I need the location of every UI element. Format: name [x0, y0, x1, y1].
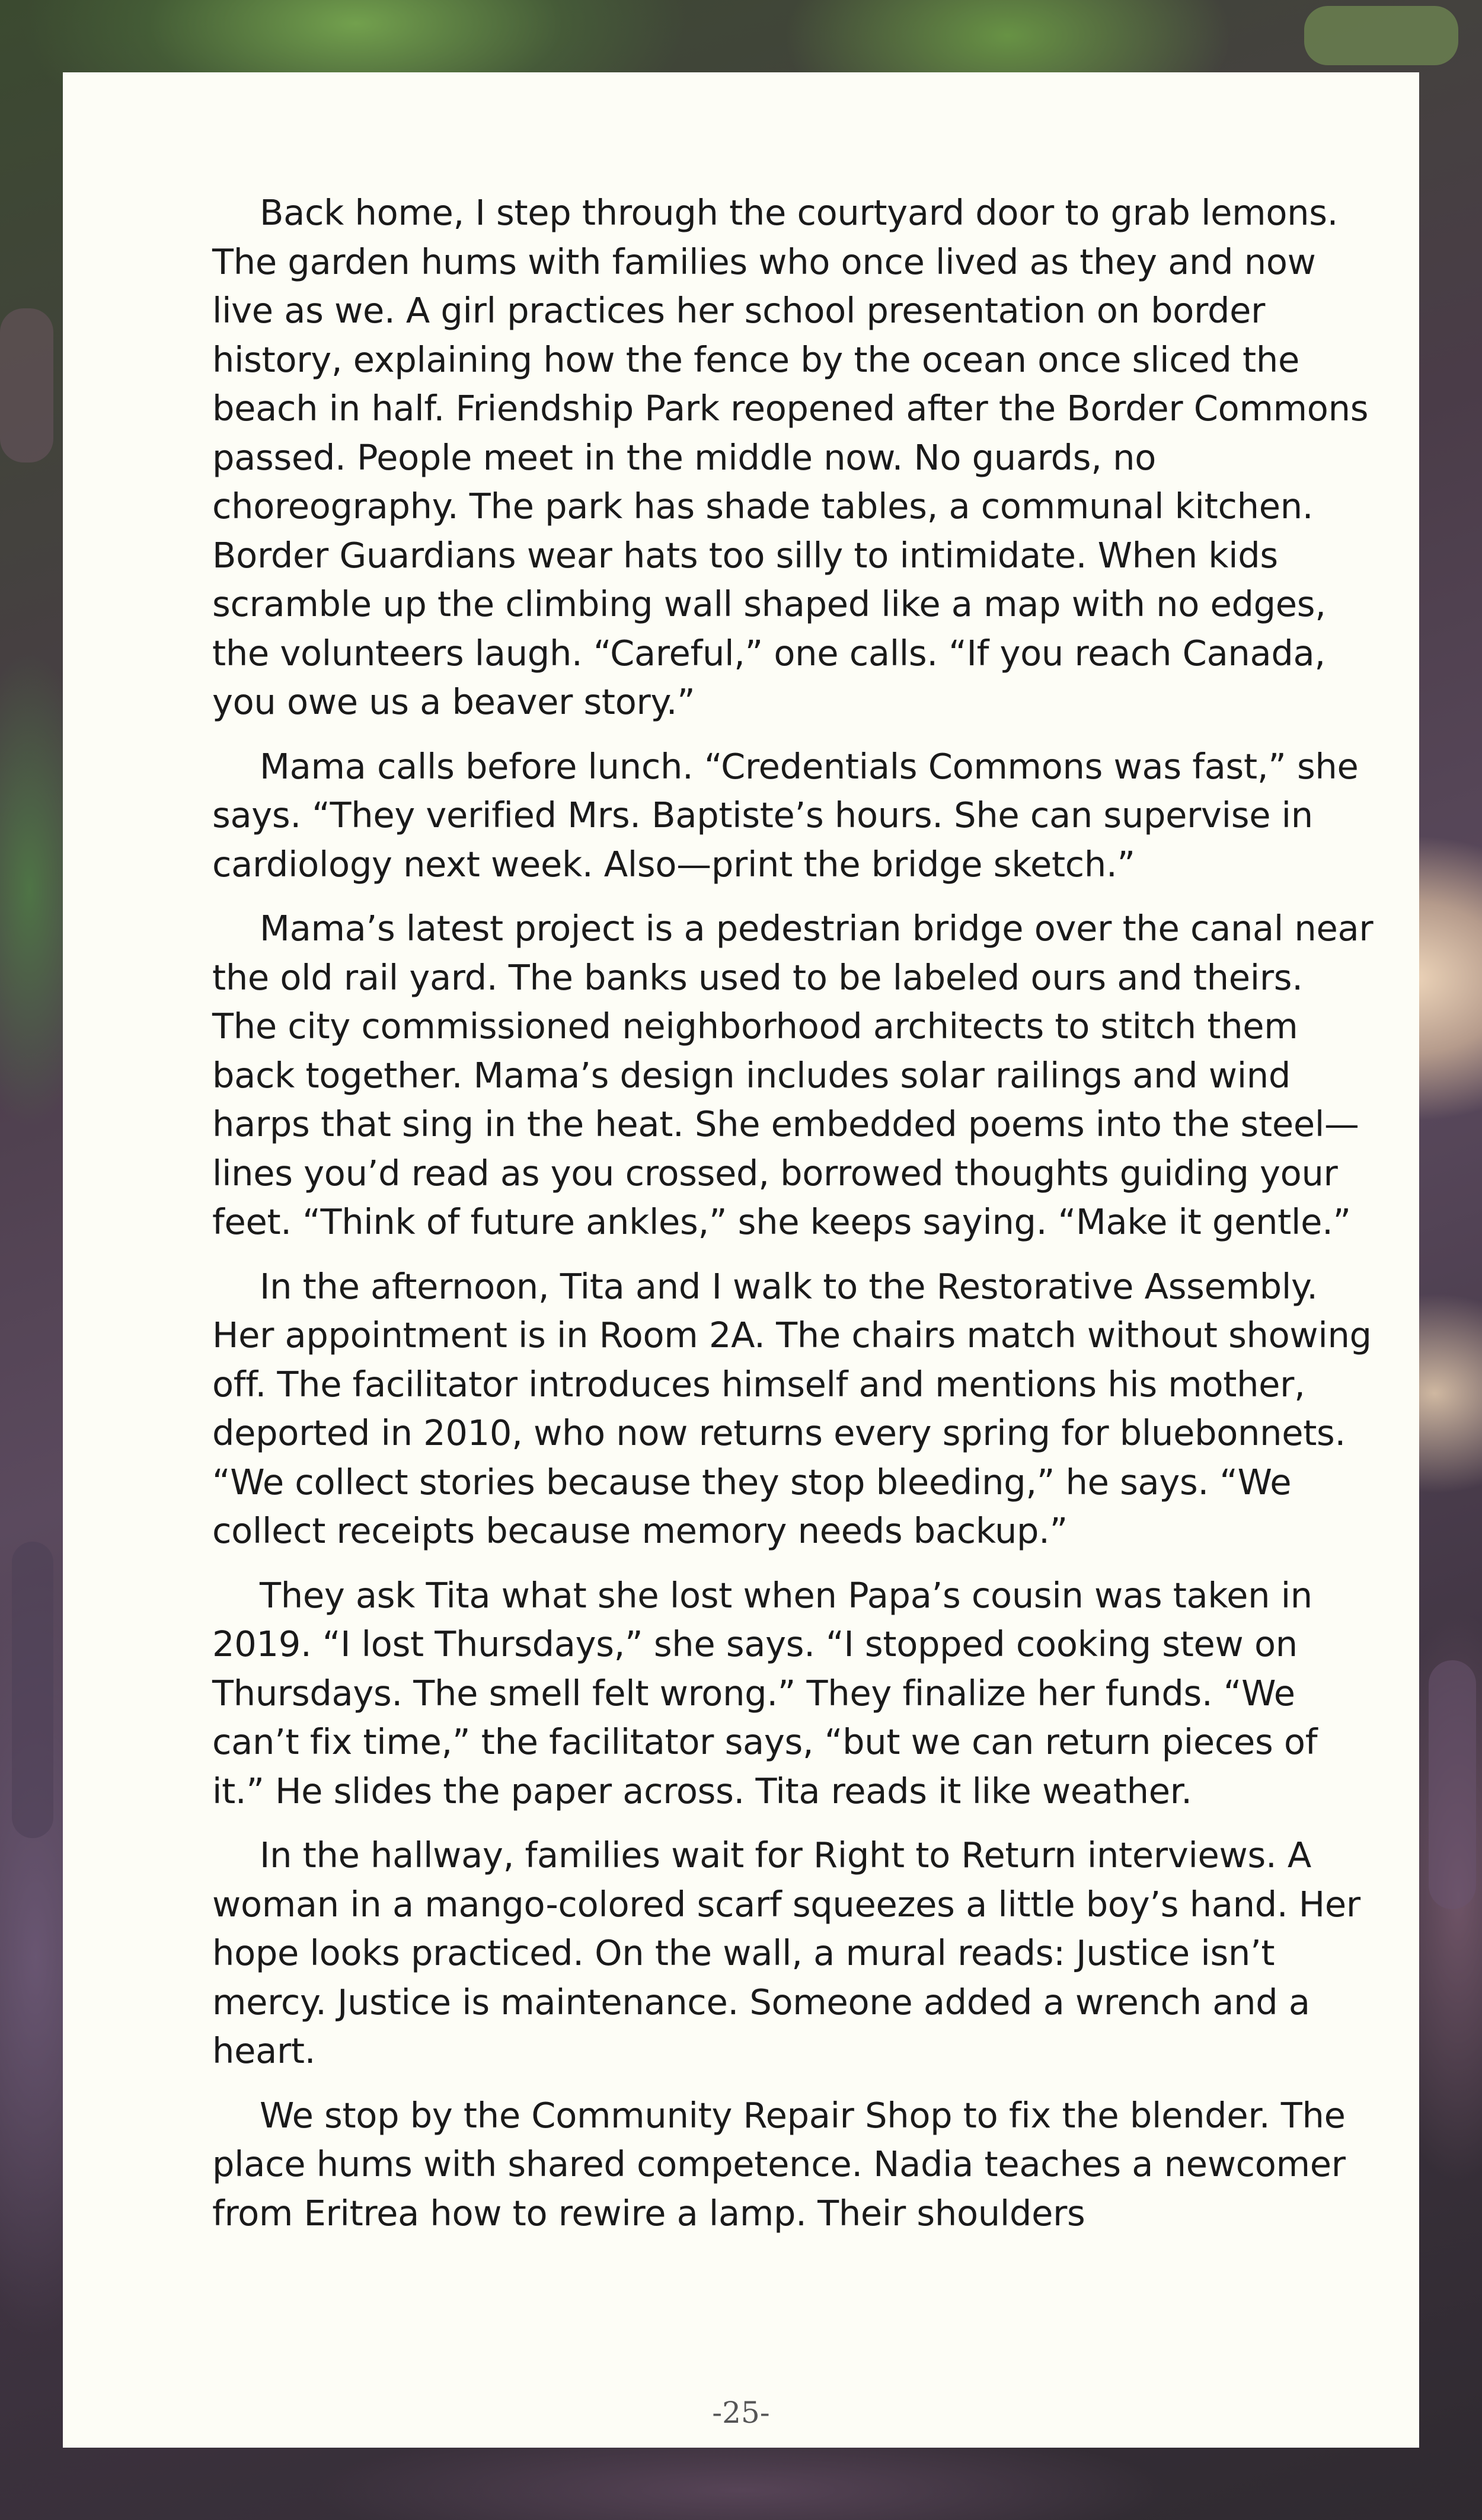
- background-bark-streak: [0, 308, 53, 462]
- paragraph: They ask Tita what she lost when Papa’s cousin was taken in 2019. “I lost Thursdays,” she says. “I stopped cooking stew on Thursdays. The smell felt wrong.” They finalize her funds. “We can’t fix time,” the facilitator says, “but we can return pieces of it.” He slides the paper across. Tita reads it like weather.: [212, 1574, 1318, 1811]
- background-bark-streak: [1429, 1660, 1476, 1909]
- paragraph: We stop by the Community Repair Shop to fix the blender. The place hums with shared competence. Nadia teaches a newcomer from Eritrea how to rewire a lamp. Their shoulders: [212, 2094, 1346, 2234]
- book-page: [63, 72, 1419, 2448]
- page-number: -25-: [712, 2395, 770, 2430]
- body-text: [212, 189, 1374, 2253]
- background-moss-patch: [1304, 6, 1458, 65]
- paragraph: Mama’s latest project is a pedestrian bridge over the canal near the old rail yard. The banks used to be labeled ours and theirs. The city commissioned neighborhood architects to stitch them back together. Mama’s design includes solar railings and wind harps that sing in the heat. She embedded poems into the steel—lines you’d read as you crossed, borrowed thoughts guiding your feet. “Think of future ankles,” she keeps saying. “Make it gentle.”: [212, 908, 1374, 1242]
- paragraph: In the afternoon, Tita and I walk to the Restorative Assembly. Her appointment is in Room 2A. The chairs match without showing off. The facilitator introduces himself and mentions his mother, deported in 2010, who now returns every spring for bluebonnets. “We collect stories because they stop bleeding,” he says. “We collect receipts because memory needs backup.”: [212, 1265, 1372, 1551]
- paragraph: Back home, I step through the courtyard door to grab lemons. The garden hums with families who once lived as they and now live as we. A girl practices her school presentation on border history, explaining how the fence by the ocean once sliced the beach in half. Friendship Park reopened after the Border Commons passed. People meet in the middle now. No guards, no choreography. The park has shade tables, a communal kitchen. Border Guardians wear hats too silly to intimidate. When kids scramble up the climbing wall shaped like a map with no edges, the volunteers laugh. “Careful,” one calls. “If you reach Canada, you owe us a beaver story.”: [212, 192, 1369, 722]
- background-bark-streak: [12, 1542, 53, 1838]
- paragraph: In the hallway, families wait for Right to Return interviews. A woman in a mango-colored scarf squeezes a little boy’s hand. Her hope looks practiced. On the wall, a mural reads: Justice isn’t mercy. Justice is maintenance. Someone added a wrench and a heart.: [212, 1835, 1360, 2071]
- paragraph: Mama calls before lunch. “Credentials Commons was fast,” she says. “They verified Mrs. Baptiste’s hours. She can supervise in cardiology next week. Also—print the bridge sketch.”: [212, 745, 1359, 885]
